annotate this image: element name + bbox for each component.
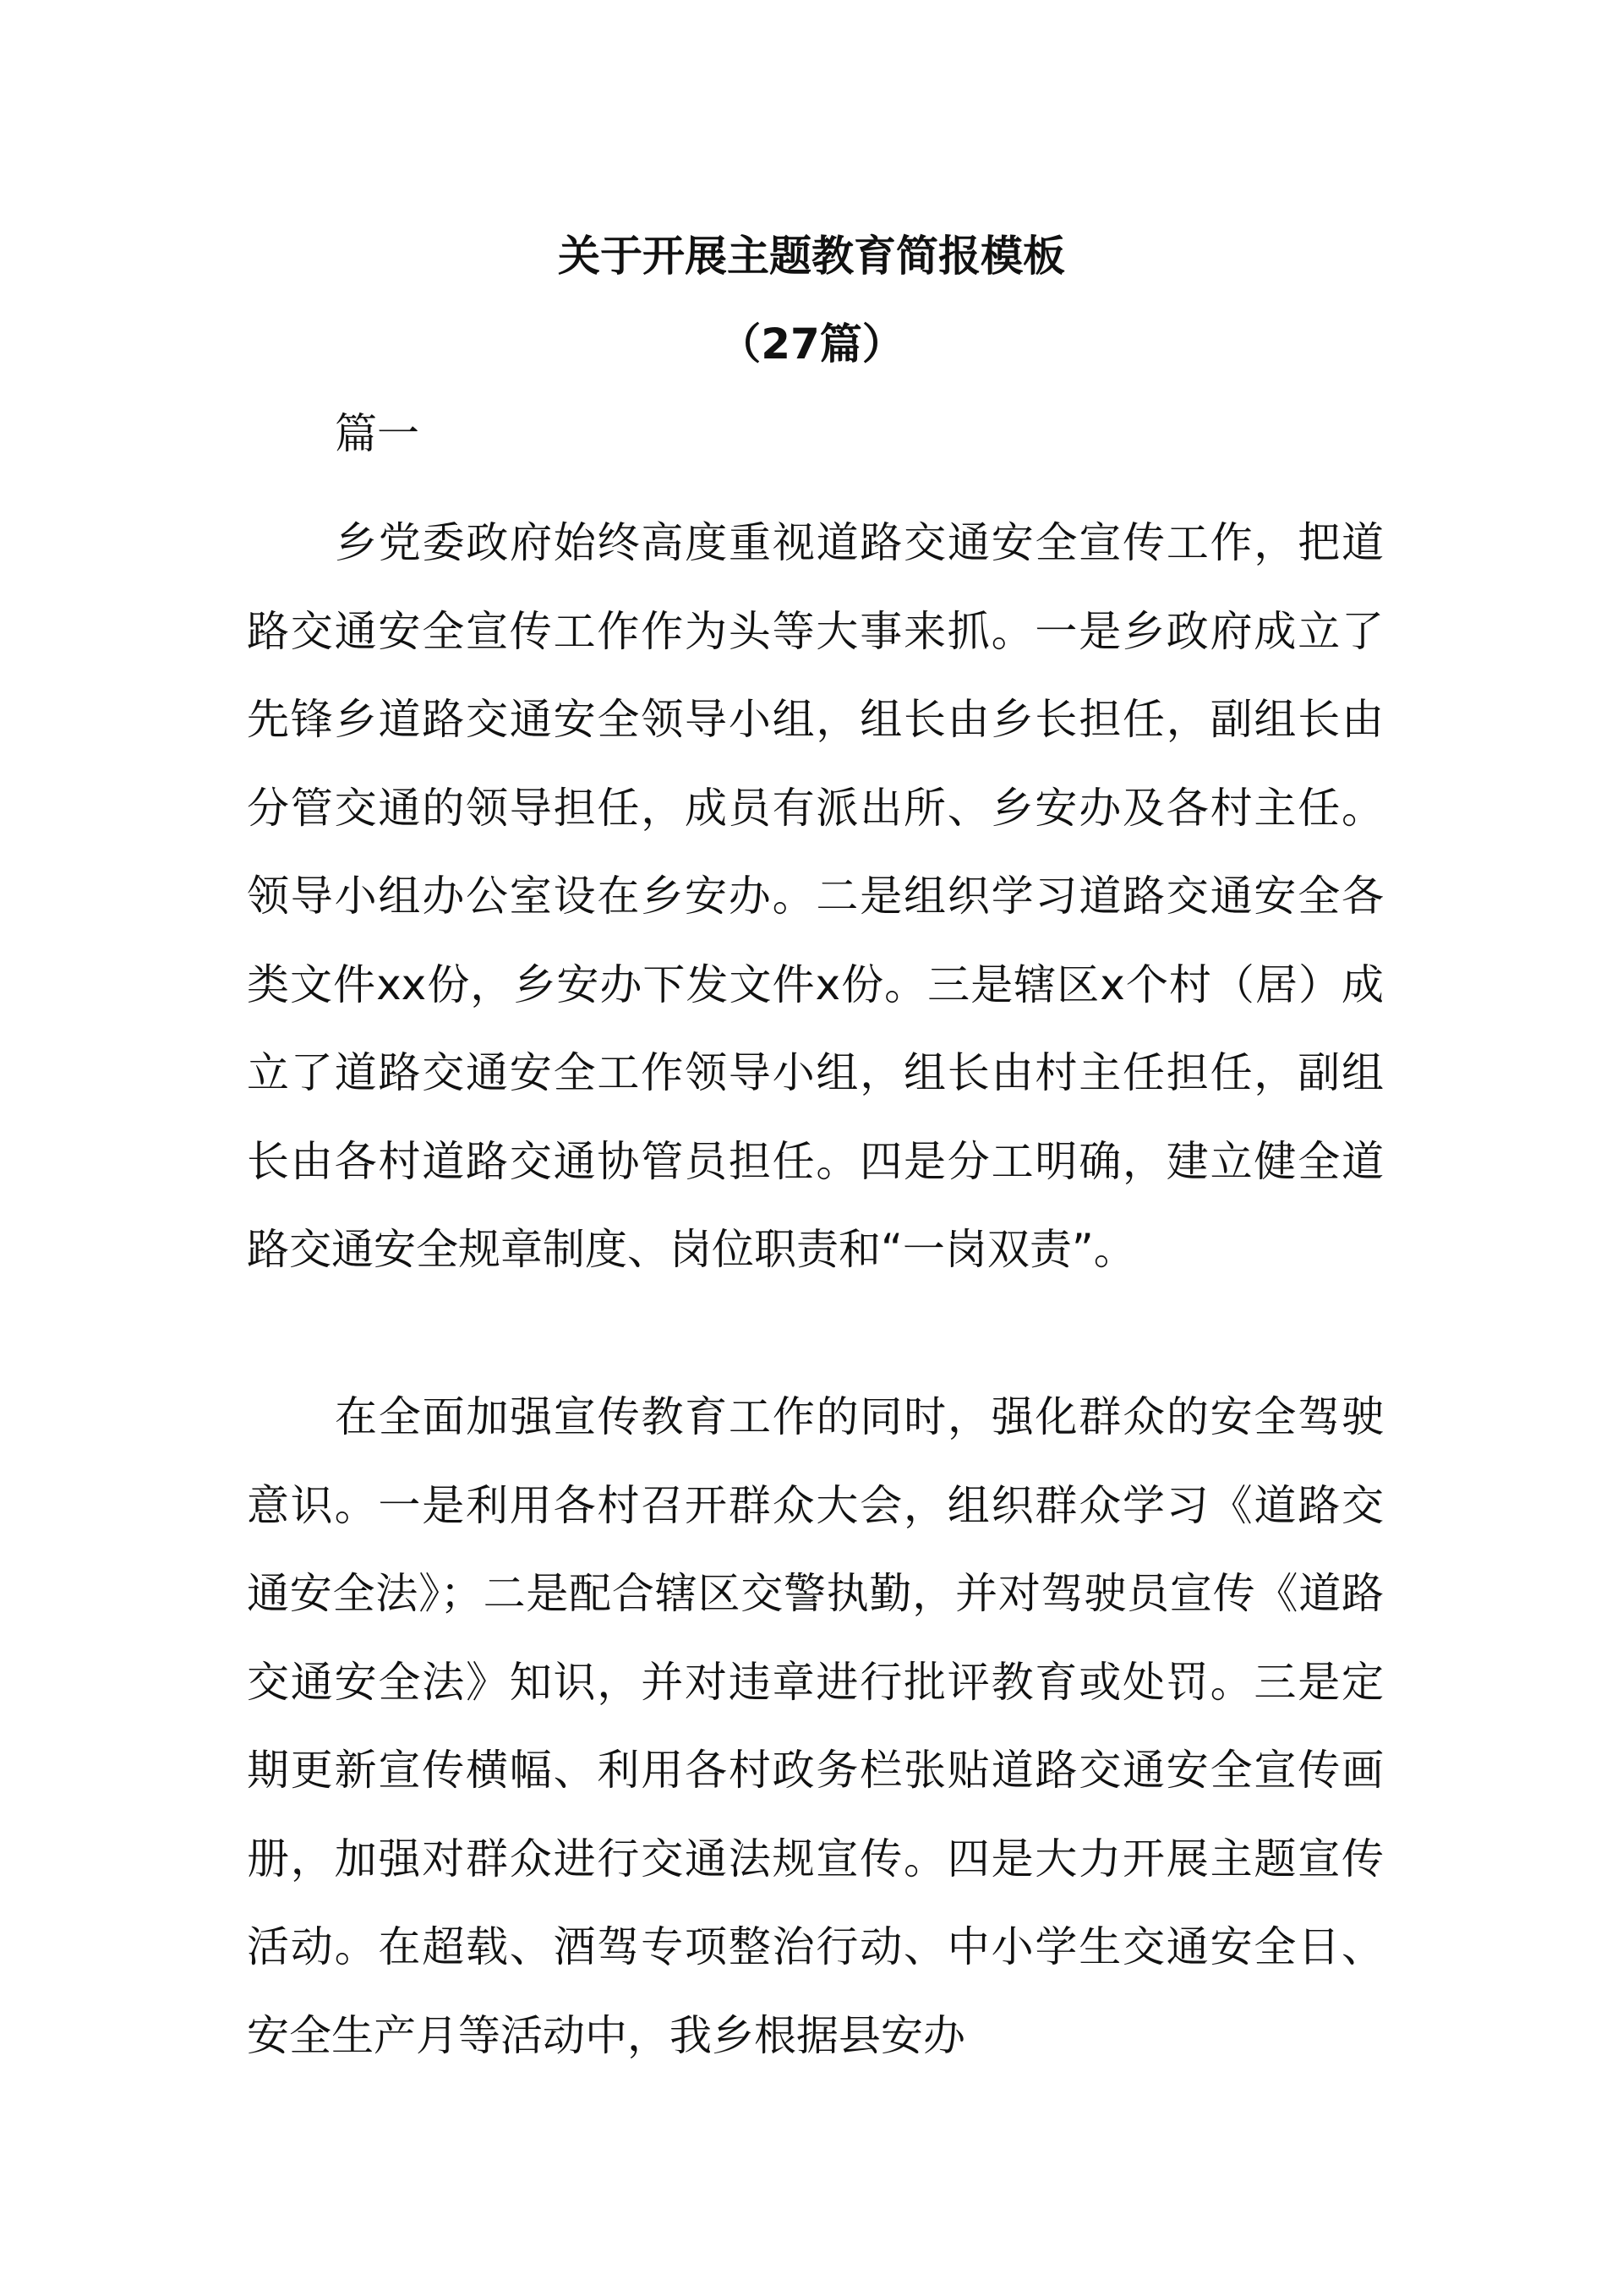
body-paragraph: 在全面加强宣传教育工作的同时，强化群众的安全驾驶意识。一是利用各村召开群众大会，组织群众学习《道路交通安全法》；二是配合辖区交警执勤，并对驾驶员宣传《道路交通安全法》知识，并对违章进行批评教育或处罚。三是定期更新宣传横幅、利用各村政务栏张贴道路交通安全宣传画册，加强对群众进行交通法规宣传。四是大力开展主题宣传活动。在超载、酒驾专项整治行动、中小学生交通安全日、安全生产月等活动中，我乡根据县安办 [247,1392,1384,2060]
section-label: 篇一 [335,409,419,458]
document-title: 关于开展主题教育简报模板 [558,232,1065,281]
document-subtitle: （27篇） [719,320,904,369]
body-paragraph: 乡党委政府始终高度重视道路交通安全宣传工作，把道路交通安全宣传工作作为头等大事来抓。一是乡政府成立了先锋乡道路交通安全领导小组，组长由乡长担任，副组长由分管交通的领导担任，成员有派出所、乡安办及各村主任。领导小组办公室设在乡安办。二是组织学习道路交通安全各类文件xx份，乡安办下发文件x份。三是辖区x个村（居）成立了道路交通安全工作领导小组，组长由村主任担任，副组长由各村道路交通协管员担任。四是分工明确，建立健全道路交通安全规章制度、岗位职责和“一岗双责”。 [247,518,1384,1274]
